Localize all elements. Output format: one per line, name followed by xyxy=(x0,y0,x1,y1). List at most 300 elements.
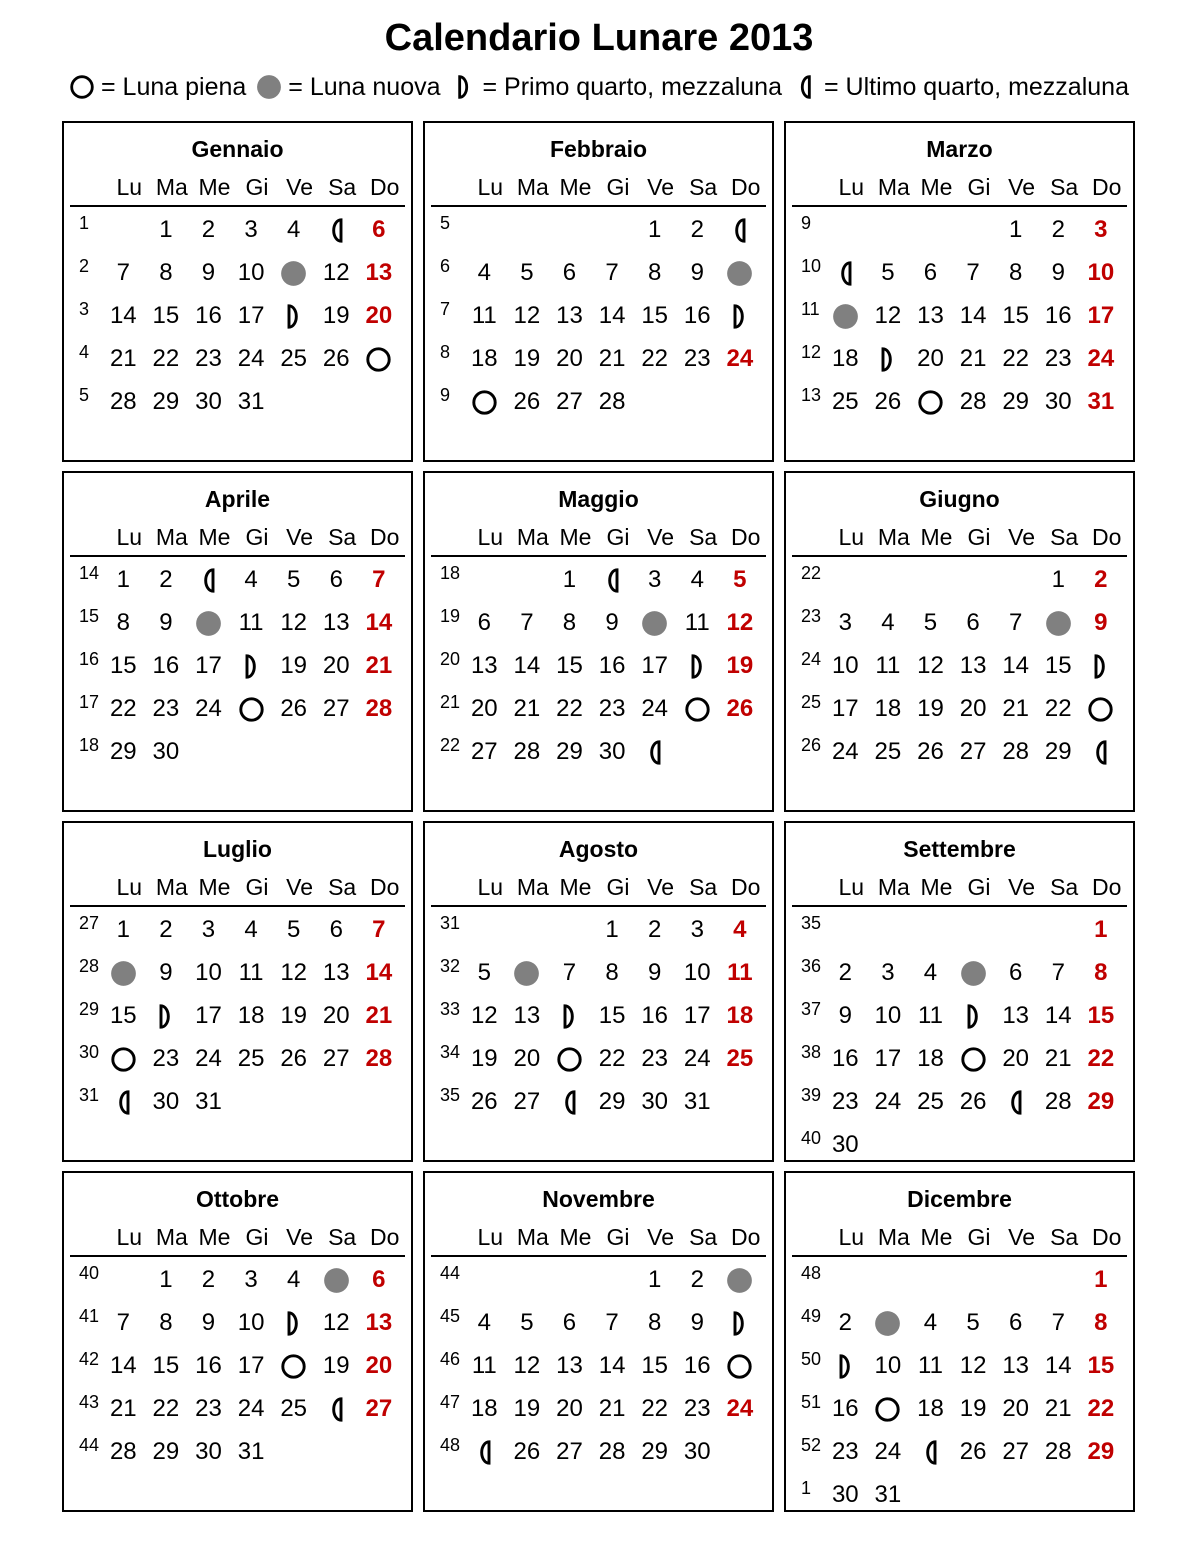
day-cell: 16 xyxy=(641,1002,669,1029)
weekday-label: Lu xyxy=(116,874,143,900)
day-cell: 5 xyxy=(881,259,895,286)
day-cell: 15 xyxy=(109,652,137,679)
day-cell: 19 xyxy=(280,652,308,679)
sunday-cell: 1 xyxy=(1094,916,1108,943)
weekday-header xyxy=(830,871,1128,903)
first-quarter-icon xyxy=(824,1343,867,1389)
week-number: 33 xyxy=(440,999,461,1019)
day-cell: 27 xyxy=(470,738,498,765)
week-number: 5 xyxy=(440,213,451,233)
sunday-cell: 13 xyxy=(365,259,393,286)
day-cell: 22 xyxy=(152,1395,180,1422)
full-moon-icon xyxy=(272,1343,315,1389)
day-cell: 3 xyxy=(690,916,704,943)
week-row xyxy=(431,1257,766,1300)
week-number: 51 xyxy=(801,1392,822,1412)
weekday-label: Ma xyxy=(516,1224,549,1250)
month-name: Gennaio xyxy=(191,136,284,162)
day-cell: 23 xyxy=(683,345,711,372)
day-cell: 10 xyxy=(874,1002,902,1029)
day-cell: 18 xyxy=(917,1045,944,1072)
full-moon-icon xyxy=(463,379,506,425)
day-cell xyxy=(633,379,676,425)
week-number: 32 xyxy=(440,956,461,976)
week-number: 4 xyxy=(79,342,90,362)
day-cell: 22 xyxy=(109,695,137,722)
sunday-cell: 8 xyxy=(1094,959,1108,986)
day-cell xyxy=(676,379,719,425)
sunday-cell: 27 xyxy=(365,1395,393,1422)
month-name: Luglio xyxy=(203,836,272,862)
week-row xyxy=(431,993,766,1036)
day-cell xyxy=(506,1257,549,1303)
week-number: 11 xyxy=(801,299,820,319)
day-cell: 22 xyxy=(152,345,180,372)
first-quarter-icon xyxy=(867,336,910,382)
day-cell: 2 xyxy=(690,216,704,243)
week-row xyxy=(792,1386,1127,1429)
sunday-cell: 15 xyxy=(1087,1352,1115,1379)
new-moon-icon xyxy=(633,600,676,646)
first-quarter-icon xyxy=(230,643,273,689)
day-cell xyxy=(676,729,719,775)
weekday-label: Do xyxy=(1092,174,1122,200)
day-cell: 20 xyxy=(513,1045,541,1072)
page-title: Calendario Lunare 2013 xyxy=(384,17,814,59)
weekday-label: Ma xyxy=(155,874,188,900)
week-number: 27 xyxy=(79,913,100,933)
sunday-cell xyxy=(719,1079,762,1125)
day-cell xyxy=(824,557,867,603)
month-name: Settembre xyxy=(903,836,1016,862)
weekday-label: Ma xyxy=(877,1224,910,1250)
day-cell: 3 xyxy=(647,566,662,593)
weekday-label: Me xyxy=(198,1224,231,1250)
sunday-cell xyxy=(719,729,762,775)
day-cell: 6 xyxy=(562,259,577,286)
day-cell: 4 xyxy=(923,1309,938,1336)
day-cell: 2 xyxy=(838,1309,852,1336)
day-cell: 9 xyxy=(201,259,216,286)
week-number: 6 xyxy=(440,256,451,276)
last-quarter-icon xyxy=(187,557,230,603)
day-cell: 7 xyxy=(562,959,577,986)
sunday-cell: 7 xyxy=(372,566,386,593)
week-number: 44 xyxy=(440,1263,461,1283)
day-cell xyxy=(548,907,591,953)
sunday-cell xyxy=(358,379,401,425)
week-number: 18 xyxy=(440,563,461,583)
day-cell: 18 xyxy=(831,345,859,372)
day-cell: 16 xyxy=(195,1352,222,1379)
sunday-cell: 22 xyxy=(1087,1045,1115,1072)
weekday-label: Gi xyxy=(245,1224,269,1250)
day-cell xyxy=(867,1257,910,1303)
day-cell: 30 xyxy=(152,1088,180,1115)
weekday-label: Lu xyxy=(838,1224,865,1250)
week-row xyxy=(792,293,1127,336)
week-number: 49 xyxy=(801,1306,822,1326)
day-cell: 19 xyxy=(470,1045,498,1072)
sunday-cell xyxy=(1080,1472,1123,1518)
day-cell: 2 xyxy=(201,216,216,243)
last-quarter-icon xyxy=(1080,729,1123,775)
day-cell: 10 xyxy=(874,1352,902,1379)
day-cell xyxy=(867,207,910,253)
week-row xyxy=(792,336,1127,379)
day-cell: 22 xyxy=(1044,695,1072,722)
day-cell: 23 xyxy=(641,1045,669,1072)
first-quarter-icon xyxy=(272,293,315,339)
day-cell: 17 xyxy=(195,652,222,679)
weekday-label: Lu xyxy=(116,174,143,200)
sunday-cell: 28 xyxy=(365,1045,393,1072)
week-number: 36 xyxy=(801,956,822,976)
day-cell: 8 xyxy=(1008,259,1023,286)
day-cell: 16 xyxy=(683,1352,711,1379)
day-cell: 21 xyxy=(1044,1045,1072,1072)
week-row xyxy=(431,1079,766,1122)
weekday-label: Gi xyxy=(606,1224,630,1250)
weekday-label: Gi xyxy=(245,174,269,200)
day-cell xyxy=(952,1122,995,1168)
last-quarter-icon xyxy=(824,250,867,296)
sunday-cell: 25 xyxy=(726,1045,754,1072)
day-cell xyxy=(909,207,952,253)
sunday-cell: 28 xyxy=(365,695,393,722)
sunday-cell: 24 xyxy=(726,1395,754,1422)
day-cell: 24 xyxy=(237,345,265,372)
day-cell: 5 xyxy=(520,1309,534,1336)
sunday-cell: 12 xyxy=(726,609,754,636)
weekday-label: Ma xyxy=(516,524,549,550)
weekday-label: Me xyxy=(559,524,592,550)
week-row xyxy=(792,729,1127,772)
week-number: 48 xyxy=(801,1263,822,1283)
day-cell: 5 xyxy=(286,566,301,593)
week-number: 1 xyxy=(801,1478,812,1498)
weekday-label: Sa xyxy=(689,524,718,550)
day-cell: 30 xyxy=(598,738,626,765)
day-cell: 20 xyxy=(322,1002,350,1029)
day-cell: 13 xyxy=(917,302,944,329)
weekday-label: Ma xyxy=(877,874,910,900)
day-cell: 29 xyxy=(556,738,583,765)
week-row xyxy=(792,1036,1127,1079)
week-row xyxy=(70,207,405,250)
week-row xyxy=(70,1429,405,1472)
week-number: 13 xyxy=(801,385,822,405)
day-cell: 1 xyxy=(1008,216,1023,243)
weekday-label: Me xyxy=(920,1224,953,1250)
day-cell: 5 xyxy=(286,916,301,943)
day-cell xyxy=(1037,1122,1080,1168)
week-row xyxy=(792,207,1127,250)
sunday-cell: 24 xyxy=(726,345,754,372)
day-cell: 21 xyxy=(959,345,987,372)
weekday-label: Do xyxy=(731,874,761,900)
day-cell: 1 xyxy=(605,916,619,943)
week-number: 50 xyxy=(801,1349,822,1369)
day-cell: 8 xyxy=(605,959,619,986)
week-number: 3 xyxy=(79,299,90,319)
weekday-label: Gi xyxy=(606,174,630,200)
weeks xyxy=(792,1257,1127,1515)
day-cell: 13 xyxy=(322,959,350,986)
week-number: 9 xyxy=(801,213,812,233)
weekday-label: Ve xyxy=(286,524,313,550)
legend xyxy=(0,70,1198,109)
legend-label: = Ultimo quarto, mezzaluna xyxy=(823,73,1129,101)
day-cell: 23 xyxy=(831,1438,859,1465)
weekday-label: Lu xyxy=(477,874,504,900)
weekday-label: Sa xyxy=(1050,174,1079,200)
sunday-cell xyxy=(358,729,401,775)
day-cell: 23 xyxy=(195,1395,222,1422)
day-cell: 24 xyxy=(831,738,859,765)
new-moon-icon xyxy=(824,293,867,339)
sunday-cell xyxy=(719,1429,762,1475)
day-cell: 14 xyxy=(598,302,626,329)
day-cell: 24 xyxy=(237,1395,265,1422)
day-cell: 23 xyxy=(152,1045,180,1072)
weekday-label: Gi xyxy=(245,524,269,550)
last-quarter-icon xyxy=(909,1429,952,1475)
last-quarter-icon xyxy=(315,207,358,253)
first-quarter-icon xyxy=(719,1300,762,1346)
day-cell: 1 xyxy=(116,916,130,943)
day-cell: 25 xyxy=(280,1395,308,1422)
day-cell: 12 xyxy=(874,302,902,329)
day-cell: 12 xyxy=(470,1002,498,1029)
day-cell: 19 xyxy=(917,695,944,722)
day-cell: 8 xyxy=(116,609,130,636)
weeks xyxy=(431,907,766,1122)
day-cell: 28 xyxy=(1002,738,1030,765)
sunday-cell xyxy=(358,1079,401,1125)
new-moon-icon xyxy=(719,1257,762,1303)
weeks xyxy=(792,207,1127,422)
weekday-label: Lu xyxy=(477,174,504,200)
day-cell: 5 xyxy=(966,1309,980,1336)
week-number: 40 xyxy=(801,1128,822,1148)
week-row xyxy=(792,993,1127,1036)
day-cell xyxy=(463,557,506,603)
day-cell: 20 xyxy=(556,345,583,372)
weekday-header xyxy=(108,521,406,553)
day-cell: 11 xyxy=(684,609,710,636)
day-cell: 7 xyxy=(605,1309,619,1336)
months-grid xyxy=(62,121,1136,1512)
new-moon-icon xyxy=(1037,600,1080,646)
weeks xyxy=(431,557,766,772)
first-quarter-icon xyxy=(676,643,719,689)
weekday-label: Gi xyxy=(606,874,630,900)
day-cell xyxy=(315,729,358,775)
sunday-cell: 22 xyxy=(1087,1395,1115,1422)
month-dicembre xyxy=(784,1171,1135,1512)
week-row xyxy=(792,250,1127,293)
day-cell xyxy=(315,1429,358,1475)
day-cell: 2 xyxy=(690,1266,704,1293)
weekday-label: Ve xyxy=(286,1224,313,1250)
week-number: 23 xyxy=(801,606,822,626)
day-cell: 30 xyxy=(831,1481,859,1508)
month-gennaio xyxy=(62,121,413,462)
month-maggio xyxy=(423,471,774,812)
week-number: 16 xyxy=(79,649,100,669)
month-name: Maggio xyxy=(558,486,639,512)
day-cell: 9 xyxy=(838,1002,852,1029)
day-cell: 10 xyxy=(237,1309,265,1336)
day-cell: 25 xyxy=(831,388,859,415)
day-cell: 16 xyxy=(831,1395,859,1422)
week-row xyxy=(792,1079,1127,1122)
day-cell: 29 xyxy=(109,738,137,765)
weekday-label: Me xyxy=(559,874,592,900)
day-cell xyxy=(463,1257,506,1303)
day-cell: 6 xyxy=(329,566,343,593)
full-moon-icon xyxy=(358,336,401,382)
day-cell: 24 xyxy=(195,695,222,722)
legend-item xyxy=(256,70,440,104)
weekday-label: Sa xyxy=(328,174,357,200)
new-moon-icon xyxy=(187,600,230,646)
month-luglio xyxy=(62,821,413,1162)
day-cell: 29 xyxy=(152,1438,180,1465)
day-cell: 16 xyxy=(683,302,711,329)
sunday-cell: 5 xyxy=(733,566,747,593)
day-cell xyxy=(463,207,506,253)
week-row xyxy=(431,1429,766,1472)
weekday-header xyxy=(469,171,767,203)
day-cell: 7 xyxy=(1051,959,1065,986)
day-cell: 3 xyxy=(244,1266,258,1293)
day-cell: 11 xyxy=(238,959,264,986)
day-cell: 17 xyxy=(237,302,265,329)
week-number: 46 xyxy=(440,1349,461,1369)
day-cell: 31 xyxy=(237,1438,265,1465)
week-number: 39 xyxy=(801,1085,822,1105)
month-name: Marzo xyxy=(926,136,993,162)
week-row xyxy=(431,686,766,729)
day-cell xyxy=(952,907,995,953)
weekday-label: Ma xyxy=(155,524,188,550)
sunday-cell: 29 xyxy=(1087,1088,1115,1115)
day-cell: 27 xyxy=(556,388,583,415)
day-cell xyxy=(1037,1257,1080,1303)
day-cell: 25 xyxy=(874,738,902,765)
sunday-cell: 18 xyxy=(726,1002,754,1029)
day-cell xyxy=(591,207,634,253)
month-name: Dicembre xyxy=(907,1186,1012,1212)
day-cell: 25 xyxy=(237,1045,265,1072)
week-number: 14 xyxy=(79,563,100,583)
week-number: 5 xyxy=(79,385,90,405)
weekday-header xyxy=(469,871,767,903)
weekday-label: Sa xyxy=(689,874,718,900)
full-moon-icon xyxy=(69,74,101,100)
day-cell: 24 xyxy=(874,1438,902,1465)
day-cell: 9 xyxy=(647,959,662,986)
week-number: 37 xyxy=(801,999,822,1019)
day-cell: 20 xyxy=(1002,1395,1030,1422)
day-cell: 30 xyxy=(195,388,222,415)
day-cell xyxy=(102,207,145,253)
day-cell: 31 xyxy=(683,1088,711,1115)
day-cell: 20 xyxy=(470,695,498,722)
sunday-cell: 21 xyxy=(365,1002,393,1029)
week-row xyxy=(70,1036,405,1079)
week-number: 35 xyxy=(440,1085,461,1105)
day-cell: 14 xyxy=(513,652,541,679)
weekday-label: Ve xyxy=(286,874,313,900)
day-cell: 9 xyxy=(1051,259,1065,286)
weekday-label: Lu xyxy=(838,874,865,900)
weeks xyxy=(431,1257,766,1472)
day-cell: 26 xyxy=(280,695,308,722)
month-agosto xyxy=(423,821,774,1162)
day-cell: 14 xyxy=(1044,1352,1072,1379)
day-cell xyxy=(824,907,867,953)
legend-item xyxy=(451,70,782,104)
month-name: Febbraio xyxy=(549,136,648,162)
weekday-label: Lu xyxy=(116,1224,143,1250)
day-cell: 15 xyxy=(1044,652,1072,679)
weekday-label: Gi xyxy=(967,1224,991,1250)
weekday-label: Sa xyxy=(689,174,718,200)
weekday-label: Ve xyxy=(647,874,674,900)
day-cell xyxy=(187,729,230,775)
full-moon-icon xyxy=(909,379,952,425)
day-cell: 13 xyxy=(556,1352,583,1379)
week-row xyxy=(70,600,405,643)
day-cell: 8 xyxy=(159,259,173,286)
day-cell: 28 xyxy=(959,388,987,415)
day-cell: 14 xyxy=(1002,652,1030,679)
weeks xyxy=(70,1257,405,1472)
day-cell: 29 xyxy=(152,388,180,415)
day-cell: 19 xyxy=(513,1395,541,1422)
day-cell: 7 xyxy=(116,1309,130,1336)
day-cell: 7 xyxy=(966,259,980,286)
new-moon-icon xyxy=(952,950,995,996)
week-number: 10 xyxy=(801,256,822,276)
day-cell: 21 xyxy=(598,1395,626,1422)
week-row xyxy=(70,1257,405,1300)
week-number: 48 xyxy=(440,1435,461,1455)
sunday-cell: 3 xyxy=(1094,216,1108,243)
day-cell: 15 xyxy=(152,302,180,329)
sunday-cell: 6 xyxy=(372,1266,386,1293)
sunday-cell: 24 xyxy=(1087,345,1115,372)
month-giugno xyxy=(784,471,1135,812)
day-cell: 9 xyxy=(201,1309,216,1336)
day-cell xyxy=(867,1122,910,1168)
last-quarter-icon xyxy=(994,1079,1037,1125)
week-row xyxy=(792,950,1127,993)
day-cell xyxy=(463,907,506,953)
day-cell: 4 xyxy=(286,1266,301,1293)
weekday-label: Me xyxy=(920,874,953,900)
week-number: 1 xyxy=(79,213,90,233)
day-cell: 10 xyxy=(237,259,265,286)
day-cell: 6 xyxy=(966,609,980,636)
week-number: 38 xyxy=(801,1042,822,1062)
full-moon-icon xyxy=(676,686,719,732)
day-cell: 22 xyxy=(556,695,583,722)
day-cell: 15 xyxy=(641,302,669,329)
